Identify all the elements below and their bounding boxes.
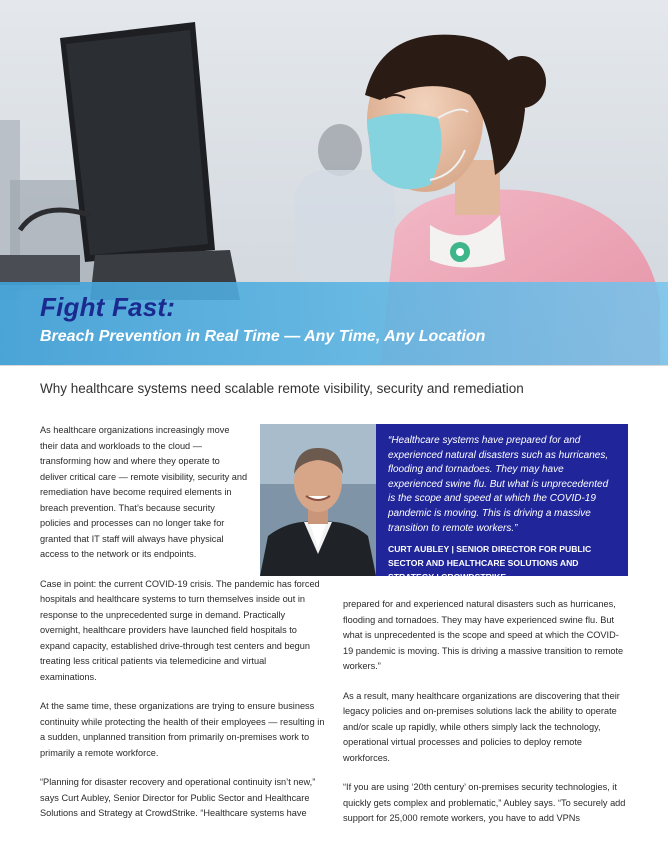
paragraph: “If you are using ‘20th century’ on-premises security technologies, it quickly gets complex and problematic,” Aubley says. “To securely add support for 25,000 remote workers, you have to add VPNs xyxy=(343,782,626,823)
pull-quote-attribution: CURT AUBLEY | SENIOR DIRECTOR FOR PUBLIC SECTOR AND HEALTHCARE SOLUTIONS AND STRATEGY | CROWDSTRIKE xyxy=(388,544,592,583)
page-title: Fight Fast: xyxy=(40,292,176,322)
paragraph: As a result, many healthcare organizations are discovering that their legacy policies and on-premises solutions lack the ability to operate and/or scale up rapidly, while others simply lack the technology, operational virtual processes and policies to deploy remote workforces. xyxy=(343,690,620,763)
pull-quote-text: “Healthcare systems have prepared for and experienced natural disasters such as hurricanes, flooding and tornadoes. They may have experienced swine flu. But what is unprecedented is the scope and speed at which the COVID-19 pandemic is moving. This is driving a massive transition to remote workers.” xyxy=(388,435,609,534)
paragraph: As healthcare organizations increasingly move their data and workloads to the cloud — transforming how and where they operate to deliver critical care — remote visibility, security and remediation have become required elements in breach prevention. That’s because security policies and processes can no longer take for granted that IT staff will always have physical access to the network or its endpoints. xyxy=(40,425,248,559)
paragraph: Case in point: the current COVID-19 crisis. The pandemic has forced hospitals and healthcare systems to turn themselves inside out in response to the unprecedented surge in demand. Practically overnight, healthcare providers have launched field hospitals to expand capacity, established drive-through test centers and begun treating less critical patients via telemedicine and virtual examinations. xyxy=(40,578,320,682)
portrait-illustration xyxy=(260,424,376,576)
divider xyxy=(0,365,668,366)
paragraph: “Planning for disaster recovery and operational continuity isn’t new,” says Curt Aubley, Senior Director for Public Sector and Healthcare Solutions and Strategy at CrowdStrike. “Healthcare systems have xyxy=(40,777,316,818)
right-column xyxy=(343,597,628,841)
paragraph: prepared for and experienced natural disasters such as hurricanes, flooding and tornadoes. They may have experienced swine flu. But what is unprecedented is the scope and speed at which the COVID-19 pandemic is moving. This is driving a massive transition to remote workers.” xyxy=(343,599,624,671)
page-subtitle: Breach Prevention in Real Time — Any Time, Any Location xyxy=(40,328,486,345)
pull-quote xyxy=(376,424,628,583)
paragraph: At the same time, these organizations are trying to ensure business continuity while protecting the health of their employees — resulting in a sudden, unplanned transition from primarily on-premises work to primarily a remote workforce. xyxy=(40,701,325,758)
section-subtitle: Why healthcare systems need scalable remote visibility, security and remediation xyxy=(40,381,524,396)
portrait-photo xyxy=(260,424,376,576)
